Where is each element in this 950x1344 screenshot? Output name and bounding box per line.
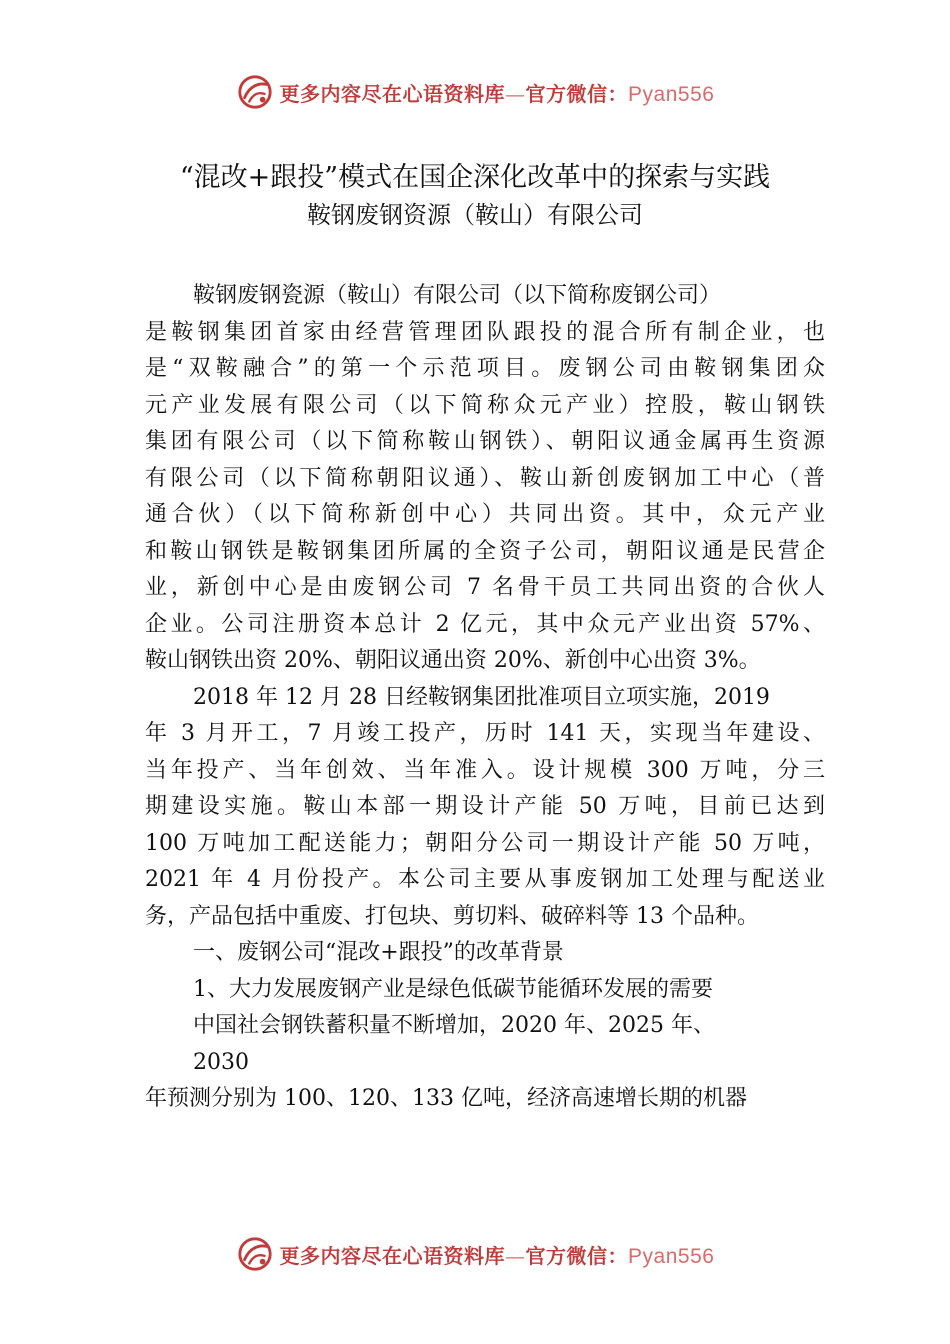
document-title: “混改+跟投”模式在国企深化改革中的探索与实践 [179,162,771,193]
paragraph-line: 100 万吨加工配送能力；朝阳分公司一期设计产能 50 万吨， [145,830,825,856]
document-subtitle: 鞍钢废钢资源（鞍山）有限公司 [307,201,643,229]
paragraph-line: 当年投产、当年创效、当年准入。设计规模 300 万吨，分三 [145,757,825,783]
watermark-footer [0,1232,950,1276]
watermark-label: 官方微信： [525,1243,629,1268]
section-heading: 一、废钢公司“混改+跟投”的改革背景 [193,940,564,965]
paragraph-line: 2021 年 4 月份投产。本公司主要从事废钢加工处理与配送业 [145,867,825,892]
paragraph-line: 是“双鞍融合”的第一个示范项目。废钢公司由鞍钢集团众 [145,356,825,381]
subsection-heading: 1、大力发展废钢产业是绿色低碳节能循环发展的需要 [193,976,713,1002]
watermark-dash: — [505,1243,526,1268]
paragraph-line: 鞍钢废钢瓷源（鞍山）有限公司（以下简称废钢公司） [193,283,722,308]
paragraph-line: 和鞍山钢铁是鞍钢集团所属的全资子公司，朝阳议通是民营企 [145,538,825,564]
paragraph-line: 业，新创中心是由废钢公司 7 名骨干员工共同出资的合伙人 [145,575,825,600]
paragraph-line: 年 3 月开工，7 月竣工投产，历时 141 天，实现当年建设、 [145,721,825,746]
document-body [145,278,825,1118]
watermark-label: 官方微信： [525,81,629,106]
paragraph-line: 集团有限公司（以下简称鞍山钢铁）、朝阳议通金属再生资源 [145,429,825,454]
paragraph-line: 2018 年 12 月 28 日经鞍钢集团批准项目立项实施，2019 [193,684,770,710]
paragraph-line: 鞍山钢铁出资 20%、朝阳议通出资 20%、新创中心出资 3%。 [145,648,761,673]
watermark-header [0,70,950,114]
paragraph-line: 中国社会钢铁蓄积量不断增加，2020 年、2025 年、 [193,1013,715,1038]
paragraph-line: 是鞍钢集团首家由经营管理团队跟投的混合所有制企业，也 [145,319,825,345]
paragraph-line: 期建设实施。鞍山本部一期设计产能 50 万吨，目前已达到 [145,794,825,819]
paragraph-line: 通合伙）（以下简称新创中心）共同出资。其中，众元产业 [145,502,825,527]
watermark-wechat-id: Pyan556 [628,1244,715,1268]
paragraph-line: 务，产品包括中重废、打包块、剪切料、破碎料等 13 个品种。 [145,903,759,929]
paragraph-line: 企业。公司注册资本总计 2 亿元，其中众元产业出资 57%、 [145,611,825,637]
paragraph-line: 有限公司（以下简称朝阳议通）、鞍山新创废钢加工中心（普 [145,465,825,491]
watermark-wechat-id: Pyan556 [628,82,715,106]
seal-logo-icon [236,73,274,111]
paragraph-line: 年预测分别为 100、120、133 亿吨，经济高速增长期的机器 [145,1086,747,1111]
watermark-dash: — [505,81,526,106]
seal-logo-icon [236,1235,274,1273]
paragraph-line: 元产业发展有限公司（以下简称众元产业）控股，鞍山钢铁 [145,392,825,418]
paragraph-line: 2030 [193,1049,249,1075]
watermark-text: 更多内容尽在心语资料库 [279,81,506,106]
watermark-text: 更多内容尽在心语资料库 [279,1243,506,1268]
